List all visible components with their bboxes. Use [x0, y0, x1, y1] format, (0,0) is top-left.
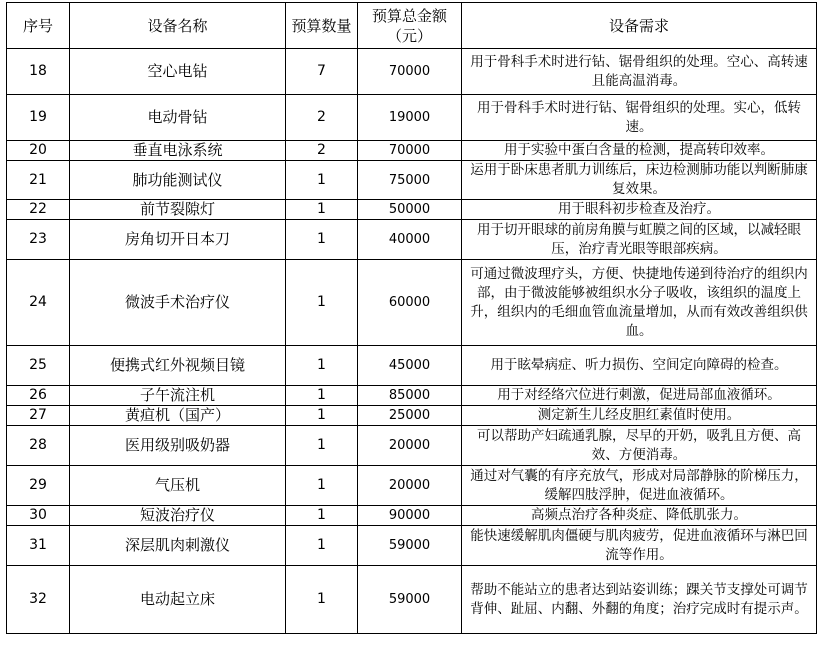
table-row	[7, 346, 817, 386]
cell-amount: 70000	[358, 49, 462, 95]
cell-desc: 用于实验中蛋白含量的检测，提高转印效率。	[462, 141, 817, 161]
cell-desc: 可通过微波理疗头，方便、快捷地传递到待治疗的组织内部，由于微波能够被组织水分子吸收，该组织的温度上升，组织内的毛细血管血流量增加，从而有效改善组织供血。	[462, 260, 817, 346]
cell-desc: 用于骨科手术时进行钻、锯骨组织的处理。空心、高转速且能高温消毒。	[462, 49, 817, 95]
cell-desc: 用于眼科初步检查及治疗。	[462, 200, 817, 220]
cell-qty: 7	[286, 49, 358, 95]
cell-name: 电动起立床	[70, 566, 286, 634]
header-amount: 预算总金额（元）	[358, 3, 462, 49]
header-name: 设备名称	[70, 3, 286, 49]
cell-name: 子午流注机	[70, 386, 286, 406]
cell-amount: 50000	[358, 200, 462, 220]
table-row	[7, 566, 817, 634]
cell-desc: 帮助不能站立的患者达到站姿训练；踝关节支撑处可调节背伸、趾屈、内翻、外翻的角度；治疗完成时有提示声。	[462, 566, 817, 634]
cell-name: 气压机	[70, 466, 286, 506]
cell-name: 微波手术治疗仪	[70, 260, 286, 346]
cell-qty: 1	[286, 346, 358, 386]
cell-amount: 19000	[358, 95, 462, 141]
cell-qty: 1	[286, 200, 358, 220]
cell-name: 前节裂隙灯	[70, 200, 286, 220]
cell-qty: 1	[286, 506, 358, 526]
cell-desc: 可以帮助产妇疏通乳腺，尽早的开奶，吸乳且方便、高效、方便消毒。	[462, 426, 817, 466]
cell-amount: 60000	[358, 260, 462, 346]
cell-qty: 1	[286, 426, 358, 466]
cell-amount: 45000	[358, 346, 462, 386]
table-row	[7, 526, 817, 566]
table-row	[7, 426, 817, 466]
cell-qty: 1	[286, 466, 358, 506]
cell-seq: 25	[7, 346, 70, 386]
header-qty: 预算数量	[286, 3, 358, 49]
cell-desc: 测定新生儿经皮胆红素值时使用。	[462, 406, 817, 426]
cell-amount: 85000	[358, 386, 462, 406]
cell-name: 便携式红外视频目镜	[70, 346, 286, 386]
cell-seq: 30	[7, 506, 70, 526]
table-row	[7, 49, 817, 95]
cell-amount: 20000	[358, 466, 462, 506]
table-row	[7, 406, 817, 426]
cell-desc: 高频点治疗各种炎症、降低肌张力。	[462, 506, 817, 526]
cell-seq: 23	[7, 220, 70, 260]
cell-qty: 1	[286, 161, 358, 200]
cell-qty: 1	[286, 566, 358, 634]
cell-seq: 28	[7, 426, 70, 466]
cell-qty: 1	[286, 386, 358, 406]
cell-qty: 1	[286, 526, 358, 566]
cell-seq: 26	[7, 386, 70, 406]
cell-qty: 2	[286, 141, 358, 161]
cell-desc: 能快速缓解肌肉僵硬与肌肉疲劳，促进血液循环与淋巴回流等作用。	[462, 526, 817, 566]
cell-name: 肺功能测试仪	[70, 161, 286, 200]
cell-qty: 2	[286, 95, 358, 141]
cell-amount: 25000	[358, 406, 462, 426]
cell-seq: 21	[7, 161, 70, 200]
cell-desc: 用于切开眼球的前房角膜与虹膜之间的区域，以减轻眼压，治疗青光眼等眼部疾病。	[462, 220, 817, 260]
cell-seq: 31	[7, 526, 70, 566]
table-row	[7, 220, 817, 260]
cell-name: 垂直电泳系统	[70, 141, 286, 161]
cell-qty: 1	[286, 220, 358, 260]
cell-amount: 59000	[358, 526, 462, 566]
cell-amount: 40000	[358, 220, 462, 260]
cell-amount: 20000	[358, 426, 462, 466]
table-row	[7, 466, 817, 506]
cell-name: 医用级别吸奶器	[70, 426, 286, 466]
table-row	[7, 386, 817, 406]
table-row	[7, 200, 817, 220]
cell-desc: 用于对经络穴位进行刺激，促进局部血液循环。	[462, 386, 817, 406]
cell-seq: 29	[7, 466, 70, 506]
cell-seq: 32	[7, 566, 70, 634]
cell-name: 房角切开日本刀	[70, 220, 286, 260]
cell-desc: 用于眩晕病症、听力损伤、空间定向障碍的检查。	[462, 346, 817, 386]
cell-desc: 运用于卧床患者肌力训练后，床边检测肺功能以判断肺康复效果。	[462, 161, 817, 200]
cell-desc: 用于骨科手术时进行钻、锯骨组织的处理。实心，低转速。	[462, 95, 817, 141]
header-desc: 设备需求	[462, 3, 817, 49]
cell-seq: 18	[7, 49, 70, 95]
cell-name: 电动骨钻	[70, 95, 286, 141]
cell-seq: 19	[7, 95, 70, 141]
cell-name: 黄疸机（国产）	[70, 406, 286, 426]
cell-qty: 1	[286, 260, 358, 346]
cell-amount: 90000	[358, 506, 462, 526]
table-row	[7, 141, 817, 161]
cell-qty: 1	[286, 406, 358, 426]
cell-amount: 75000	[358, 161, 462, 200]
header-row	[7, 3, 817, 49]
table-row	[7, 506, 817, 526]
table-row	[7, 161, 817, 200]
cell-name: 深层肌肉刺激仪	[70, 526, 286, 566]
header-seq: 序号	[7, 3, 70, 49]
cell-name: 短波治疗仪	[70, 506, 286, 526]
cell-amount: 70000	[358, 141, 462, 161]
cell-seq: 24	[7, 260, 70, 346]
cell-name: 空心电钻	[70, 49, 286, 95]
cell-desc: 通过对气囊的有序充放气，形成对局部静脉的阶梯压力，缓解四肢浮肿，促进血液循环。	[462, 466, 817, 506]
cell-seq: 20	[7, 141, 70, 161]
table-row	[7, 260, 817, 346]
equipment-budget-table	[6, 2, 817, 634]
table-row	[7, 95, 817, 141]
cell-seq: 22	[7, 200, 70, 220]
cell-seq: 27	[7, 406, 70, 426]
cell-amount: 59000	[358, 566, 462, 634]
